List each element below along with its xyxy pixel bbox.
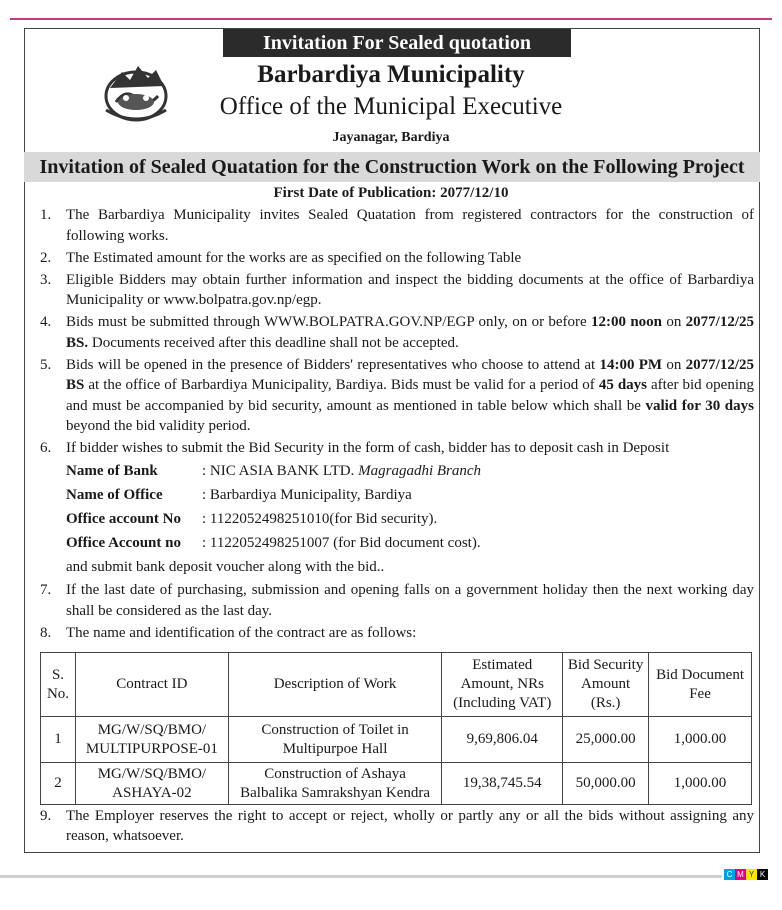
list-item	[40, 355, 754, 437]
item-number: 4.	[40, 314, 52, 330]
item-text: If the last date of purchasing, submission and opening falls on a government holiday then the next working day shall be considered as the last day.	[66, 582, 754, 619]
bank-name-label: Name of Bank	[66, 462, 158, 479]
contract-id-line: MG/W/SQ/BMO/	[97, 765, 207, 782]
cell-estimate: 19,38,745.54	[442, 763, 563, 805]
table-header-row	[41, 653, 752, 717]
notice-headline: Invitation of Sealed Quatation for the Construction Work on the Following Project	[24, 152, 760, 182]
bank-name-value	[202, 459, 481, 483]
opening-time: 14:00 PM	[599, 356, 663, 373]
cell-document-fee: 1,000.00	[649, 763, 752, 805]
cell-bid-security: 25,000.00	[563, 717, 649, 763]
magenta-mark: M	[735, 869, 746, 880]
col-header-estimate: Estimated Amount, NRs (Including VAT)	[442, 653, 563, 717]
validity-period: 45 days	[598, 377, 648, 393]
cell-description	[228, 763, 441, 805]
item-text: Documents received after this deadline shall not be accepted.	[88, 334, 459, 351]
account-security-value: : 1122052498251010(for Bid security).	[202, 510, 438, 527]
description-line: Construction of Toilet in	[261, 721, 409, 738]
page-top-rule	[10, 0, 772, 20]
black-mark: K	[757, 869, 768, 880]
list-item	[40, 580, 754, 621]
col-header-contract-id: Contract ID	[75, 653, 228, 717]
item-text: The Barbardiya Municipality invites Sealed Quatation from registered contractors for the construction of following works.	[66, 207, 754, 244]
account-security-row	[66, 507, 754, 531]
item-number: 5.	[40, 356, 52, 373]
item-text: beyond the bid validity period.	[66, 418, 251, 434]
contract-id-line: ASHAYA-02	[112, 784, 192, 801]
account-security-label: Office account No	[66, 510, 181, 527]
office-name-label: Name of Office	[66, 486, 163, 503]
deposit-closing: and submit bank deposit voucher along with the bid..	[66, 558, 385, 575]
cell-contract-id	[75, 763, 228, 805]
item-text: The Estimated amount for the works are as specified on the following Table	[66, 249, 522, 266]
publication-date: First Date of Publication: 2077/12/10	[273, 185, 509, 201]
description-line: Balbalika Samrakshyan Kendra	[240, 784, 431, 801]
bank-name: : NIC ASIA BANK LTD.	[202, 462, 359, 479]
item-text: The name and identification of the contract are as follows:	[66, 624, 417, 641]
description-line: Multipurpoe Hall	[282, 740, 388, 757]
list-item	[40, 438, 754, 579]
cell-contract-id	[75, 717, 228, 763]
account-document-value: : 1122052498251007 (for Bid document cost).	[202, 534, 481, 551]
item-number: 1.	[40, 207, 52, 223]
contract-id-line: MG/W/SQ/BMO/	[97, 721, 207, 738]
cell-sno: 2	[41, 763, 76, 805]
item-number: 3.	[40, 271, 52, 288]
list-item	[40, 205, 754, 246]
item-text: on	[662, 356, 686, 373]
notice-banner: Invitation For Sealed quotation	[223, 29, 571, 57]
account-document-row	[66, 531, 754, 555]
item-text: Bids must be submitted through WWW.BOLPATRA.GOV.NP/EGP only, on or before	[66, 314, 592, 330]
item-number: 9.	[40, 808, 52, 824]
item-text: at the office of Barbardiya Municipality, Bardiya. Bids must be valid for a period of	[84, 377, 599, 393]
item-text: on	[662, 314, 686, 330]
list-item	[40, 270, 754, 311]
page-bottom-rule	[0, 875, 722, 878]
col-header-sno: S. No.	[41, 653, 76, 717]
cell-sno: 1	[41, 717, 76, 763]
table-row	[41, 717, 752, 763]
bank-branch: Magragadhi Branch	[358, 462, 482, 479]
item-number: 8.	[40, 624, 52, 641]
cell-description	[228, 717, 441, 763]
item-text: The Employer reserves the right to accept or reject, wholly or partly any or all the bids without assigning any reason, whatsoever.	[66, 808, 754, 844]
list-item	[40, 312, 754, 353]
cell-estimate: 9,69,806.04	[442, 717, 563, 763]
deadline-date: 2077/12/25 BS.	[66, 314, 754, 351]
col-header-bid-security: Bid Security Amount (Rs.)	[563, 653, 649, 717]
col-header-description: Description of Work	[228, 653, 441, 717]
cell-document-fee: 1,000.00	[649, 717, 752, 763]
table-row	[41, 763, 752, 805]
item-text: after bid opening and must be accompanied by bid security, amount as mentioned in table below which shall be	[66, 377, 755, 414]
opening-date: 2077/12/25 BS	[66, 356, 755, 393]
office-name: Office of the Municipal Executive	[219, 93, 563, 120]
description-line: Construction of Ashaya	[264, 765, 406, 782]
item-number: 6.	[40, 440, 52, 456]
office-name-row	[66, 483, 754, 507]
item-text: Eligible Bidders may obtain further information and inspect the bidding documents at the office of Barbardiya Municipality or www.bolpatra.gov.np/egp.	[66, 271, 754, 308]
cell-bid-security: 50,000.00	[563, 763, 649, 805]
item-number: 7.	[40, 582, 52, 598]
list-item	[40, 248, 754, 269]
notice-items	[40, 205, 754, 645]
office-location: Jayanagar, Bardiya	[332, 130, 450, 145]
contract-id-line: MULTIPURPOSE-01	[85, 740, 218, 757]
bank-name-row	[66, 459, 754, 483]
cmyk-registration-marks	[724, 869, 768, 880]
deadline-time: 12:00 noon	[591, 314, 663, 330]
office-name-value: : Barbardiya Municipality, Bardiya	[202, 486, 412, 503]
yellow-mark: Y	[746, 869, 757, 880]
list-item	[40, 623, 754, 644]
account-document-label: Office Account no	[66, 534, 181, 551]
security-validity: valid for 30 days	[645, 397, 754, 414]
list-item	[40, 806, 754, 846]
contract-table	[40, 652, 752, 805]
municipality-name: Barbardiya Municipality	[257, 61, 525, 88]
col-header-document-fee: Bid Document Fee	[649, 653, 752, 717]
item-number: 2.	[40, 249, 52, 266]
item-text: Bids will be opened in the presence of Bidders' representatives who choose to attend at	[66, 356, 600, 373]
cyan-mark: C	[724, 869, 735, 880]
item-text: If bidder wishes to submit the Bid Security in the form of cash, bidder has to deposit cash in Deposit	[66, 440, 670, 456]
